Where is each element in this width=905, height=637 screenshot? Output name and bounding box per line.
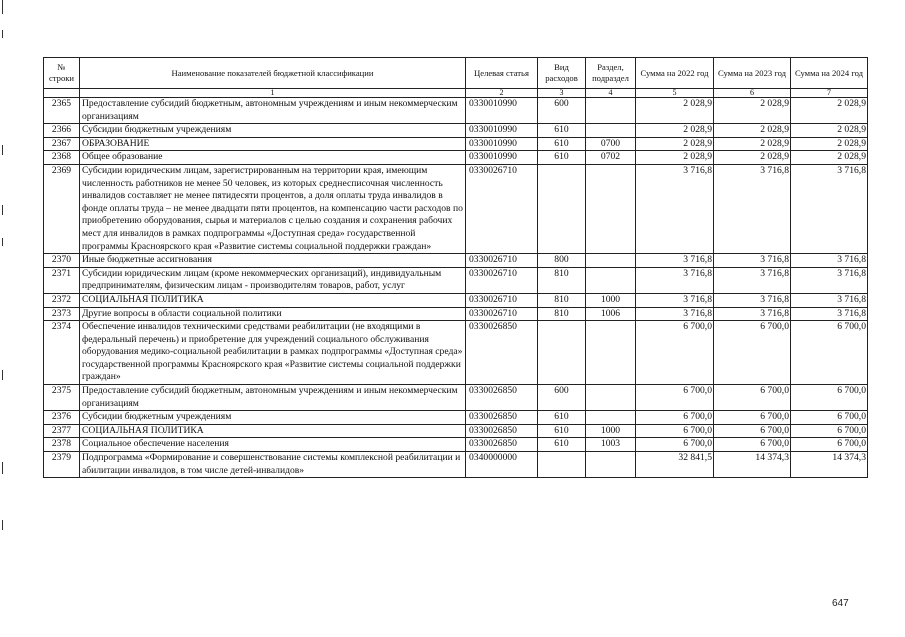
row-number: 2372: [44, 293, 80, 307]
expense-type: [538, 321, 586, 385]
table-row: [44, 98, 868, 124]
header-row: [44, 58, 868, 89]
indicator-name: Субсидии бюджетным учреждениям: [80, 411, 466, 425]
sum-2023: 3 716,8: [714, 267, 791, 293]
table-row: [44, 452, 868, 478]
sum-2024: 3 716,8: [791, 254, 868, 268]
sum-2022: 32 841,5: [636, 452, 714, 478]
sum-2023: 3 716,8: [714, 254, 791, 268]
expense-type: 810: [538, 267, 586, 293]
column-number-row: [44, 89, 868, 98]
sum-2023: 2 028,9: [714, 124, 791, 138]
sum-2022: 2 028,9: [636, 124, 714, 138]
table-row: [44, 438, 868, 452]
target-item: 0330026850: [466, 424, 538, 438]
sum-2022: 3 716,8: [636, 293, 714, 307]
header-sum-2024: Сумма на 2024 год: [791, 58, 868, 89]
sum-2023: 3 716,8: [714, 293, 791, 307]
target-item: 0330010990: [466, 137, 538, 151]
row-number: 2371: [44, 267, 80, 293]
table-row: [44, 151, 868, 165]
table-row: [44, 307, 868, 321]
scan-edge-mark: [2, 205, 3, 215]
sum-2022: 3 716,8: [636, 254, 714, 268]
expense-type: [538, 452, 586, 478]
sum-2024: 2 028,9: [791, 151, 868, 165]
section: [586, 385, 636, 411]
sum-2023: 2 028,9: [714, 98, 791, 124]
row-number: 2373: [44, 307, 80, 321]
column-number: 7: [791, 89, 868, 98]
section: 1003: [586, 438, 636, 452]
sum-2022: 3 716,8: [636, 267, 714, 293]
row-number: 2366: [44, 124, 80, 138]
sum-2022: 3 716,8: [636, 164, 714, 253]
scan-edge-mark: [2, 145, 3, 155]
section: 1000: [586, 293, 636, 307]
indicator-name: Субсидии юридическим лицам (кроме некоммерческих организаций), индивидуальным предпринимателям, физическим лицам - производителям товаров, работ, услуг: [80, 267, 466, 293]
sum-2024: 3 716,8: [791, 307, 868, 321]
sum-2024: 6 700,0: [791, 321, 868, 385]
sum-2023: 6 700,0: [714, 321, 791, 385]
expense-type: 810: [538, 307, 586, 321]
row-number: 2379: [44, 452, 80, 478]
sum-2022: 6 700,0: [636, 411, 714, 425]
section: 1006: [586, 307, 636, 321]
target-item: 0330026710: [466, 307, 538, 321]
column-number: 1: [80, 89, 466, 98]
scan-edge-mark: [2, 0, 3, 14]
header-row-number: № строки: [44, 58, 80, 89]
sum-2024: 6 700,0: [791, 424, 868, 438]
expense-type: 610: [538, 411, 586, 425]
expense-type: 600: [538, 98, 586, 124]
expense-type: 610: [538, 424, 586, 438]
expense-type: 610: [538, 137, 586, 151]
indicator-name: Предоставление субсидий бюджетным, автономным учреждениям и иным некоммерческим организациям: [80, 385, 466, 411]
header-expense-type: Вид расходов: [538, 58, 586, 89]
section: 0702: [586, 151, 636, 165]
column-number: 3: [538, 89, 586, 98]
row-number: 2370: [44, 254, 80, 268]
scan-edge-mark: [2, 370, 3, 380]
sum-2024: 3 716,8: [791, 293, 868, 307]
target-item: 0330026850: [466, 411, 538, 425]
sum-2024: 3 716,8: [791, 267, 868, 293]
sum-2022: 2 028,9: [636, 137, 714, 151]
row-number: 2375: [44, 385, 80, 411]
expense-type: 800: [538, 254, 586, 268]
table-row: [44, 124, 868, 138]
sum-2023: 6 700,0: [714, 411, 791, 425]
table-row: [44, 293, 868, 307]
sum-2023: 6 700,0: [714, 385, 791, 411]
sum-2024: 6 700,0: [791, 438, 868, 452]
indicator-name: Другие вопросы в области социальной политики: [80, 307, 466, 321]
header-target-item: Целевая статья: [466, 58, 538, 89]
sum-2022: 3 716,8: [636, 307, 714, 321]
target-item: 0330026710: [466, 254, 538, 268]
section: 0700: [586, 137, 636, 151]
section: [586, 267, 636, 293]
indicator-name: Иные бюджетные ассигнования: [80, 254, 466, 268]
budget-table: [43, 57, 868, 478]
target-item: 0330026850: [466, 385, 538, 411]
target-item: 0330026710: [466, 267, 538, 293]
indicator-name: ОБРАЗОВАНИЕ: [80, 137, 466, 151]
indicator-name: СОЦИАЛЬНАЯ ПОЛИТИКА: [80, 424, 466, 438]
sum-2024: 2 028,9: [791, 124, 868, 138]
section: [586, 164, 636, 253]
target-item: 0330010990: [466, 124, 538, 138]
row-number: 2365: [44, 98, 80, 124]
indicator-name: Субсидии бюджетным учреждениям: [80, 124, 466, 138]
target-item: 0330026850: [466, 438, 538, 452]
section: [586, 411, 636, 425]
row-number: 2376: [44, 411, 80, 425]
row-number: 2367: [44, 137, 80, 151]
section: 1000: [586, 424, 636, 438]
sum-2024: 2 028,9: [791, 137, 868, 151]
scan-edge-mark: [2, 238, 3, 246]
sum-2023: 6 700,0: [714, 424, 791, 438]
sum-2023: 14 374,3: [714, 452, 791, 478]
row-number: 2368: [44, 151, 80, 165]
expense-type: 610: [538, 151, 586, 165]
target-item: 0340000000: [466, 452, 538, 478]
sum-2024: 2 028,9: [791, 98, 868, 124]
indicator-name: Субсидии юридическим лицам, зарегистрированным на территории края, имеющим численность работников не менее 50 человек, из которых среднесписочная численность инвалидов составляет не менее пятидесяти процентов, а доля оплаты труда инвалидов в фонде оплаты труда – не менее двадцати пяти процентов, на компенсацию части расходов по приобретению оборудования, сырья и материалов с целью создания и сохранения рабочих мест для инвалидов в рамках подпрограммы «Доступная среда» государственной программы Красноярского края «Развитие системы социальной поддержки граждан»: [80, 164, 466, 253]
expense-type: 610: [538, 438, 586, 452]
indicator-name: Общее образование: [80, 151, 466, 165]
section: [586, 124, 636, 138]
sum-2024: 6 700,0: [791, 385, 868, 411]
expense-type: [538, 164, 586, 253]
target-item: 0330010990: [466, 151, 538, 165]
table-row: [44, 321, 868, 385]
column-number: [44, 89, 80, 98]
scan-edge-mark: [2, 30, 3, 38]
sum-2023: 2 028,9: [714, 137, 791, 151]
sum-2024: 3 716,8: [791, 164, 868, 253]
row-number: 2369: [44, 164, 80, 253]
row-number: 2377: [44, 424, 80, 438]
column-number: 2: [466, 89, 538, 98]
header-sum-2023: Сумма на 2023 год: [714, 58, 791, 89]
page-number: 647: [832, 598, 849, 609]
table-row: [44, 164, 868, 253]
expense-type: 600: [538, 385, 586, 411]
sum-2022: 2 028,9: [636, 98, 714, 124]
section: [586, 452, 636, 478]
sum-2023: 3 716,8: [714, 307, 791, 321]
expense-type: 610: [538, 124, 586, 138]
target-item: 0330026710: [466, 164, 538, 253]
sum-2023: 6 700,0: [714, 438, 791, 452]
scan-edge-mark: [2, 520, 3, 530]
indicator-name: Предоставление субсидий бюджетным, автономным учреждениям и иным некоммерческим организациям: [80, 98, 466, 124]
sum-2024: 14 374,3: [791, 452, 868, 478]
section: [586, 98, 636, 124]
section: [586, 254, 636, 268]
table-row: [44, 267, 868, 293]
indicator-name: СОЦИАЛЬНАЯ ПОЛИТИКА: [80, 293, 466, 307]
sum-2022: 6 700,0: [636, 321, 714, 385]
sum-2022: 6 700,0: [636, 385, 714, 411]
header-indicator-name: Наименование показателей бюджетной классификации: [80, 58, 466, 89]
sum-2023: 3 716,8: [714, 164, 791, 253]
table-row: [44, 254, 868, 268]
sum-2022: 6 700,0: [636, 424, 714, 438]
column-number: 4: [586, 89, 636, 98]
target-item: 0330026710: [466, 293, 538, 307]
table-row: [44, 385, 868, 411]
table-row: [44, 137, 868, 151]
header-sum-2022: Сумма на 2022 год: [636, 58, 714, 89]
target-item: 0330026850: [466, 321, 538, 385]
sum-2023: 2 028,9: [714, 151, 791, 165]
indicator-name: Социальное обеспечение населения: [80, 438, 466, 452]
sum-2024: 6 700,0: [791, 411, 868, 425]
sum-2022: 2 028,9: [636, 151, 714, 165]
table-row: [44, 411, 868, 425]
table-row: [44, 424, 868, 438]
indicator-name: Обеспечение инвалидов техническими средствами реабилитации (не входящими в федеральный перечень) и приобретение для учреждений социального обслуживания оборудования медико-социальной реабилитации в рамках подпрограммы «Доступная среда» государственной программы Красноярского края «Развитие системы социальной поддержки граждан»: [80, 321, 466, 385]
sum-2022: 6 700,0: [636, 438, 714, 452]
target-item: 0330010990: [466, 98, 538, 124]
row-number: 2378: [44, 438, 80, 452]
indicator-name: Подпрограмма «Формирование и совершенствование системы комплексной реабилитации и абилитации инвалидов, в том числе детей-инвалидов»: [80, 452, 466, 478]
column-number: 6: [714, 89, 791, 98]
expense-type: 810: [538, 293, 586, 307]
column-number: 5: [636, 89, 714, 98]
scan-edge-mark: [2, 462, 3, 474]
section: [586, 321, 636, 385]
row-number: 2374: [44, 321, 80, 385]
header-section: Раздел, подраздел: [586, 58, 636, 89]
